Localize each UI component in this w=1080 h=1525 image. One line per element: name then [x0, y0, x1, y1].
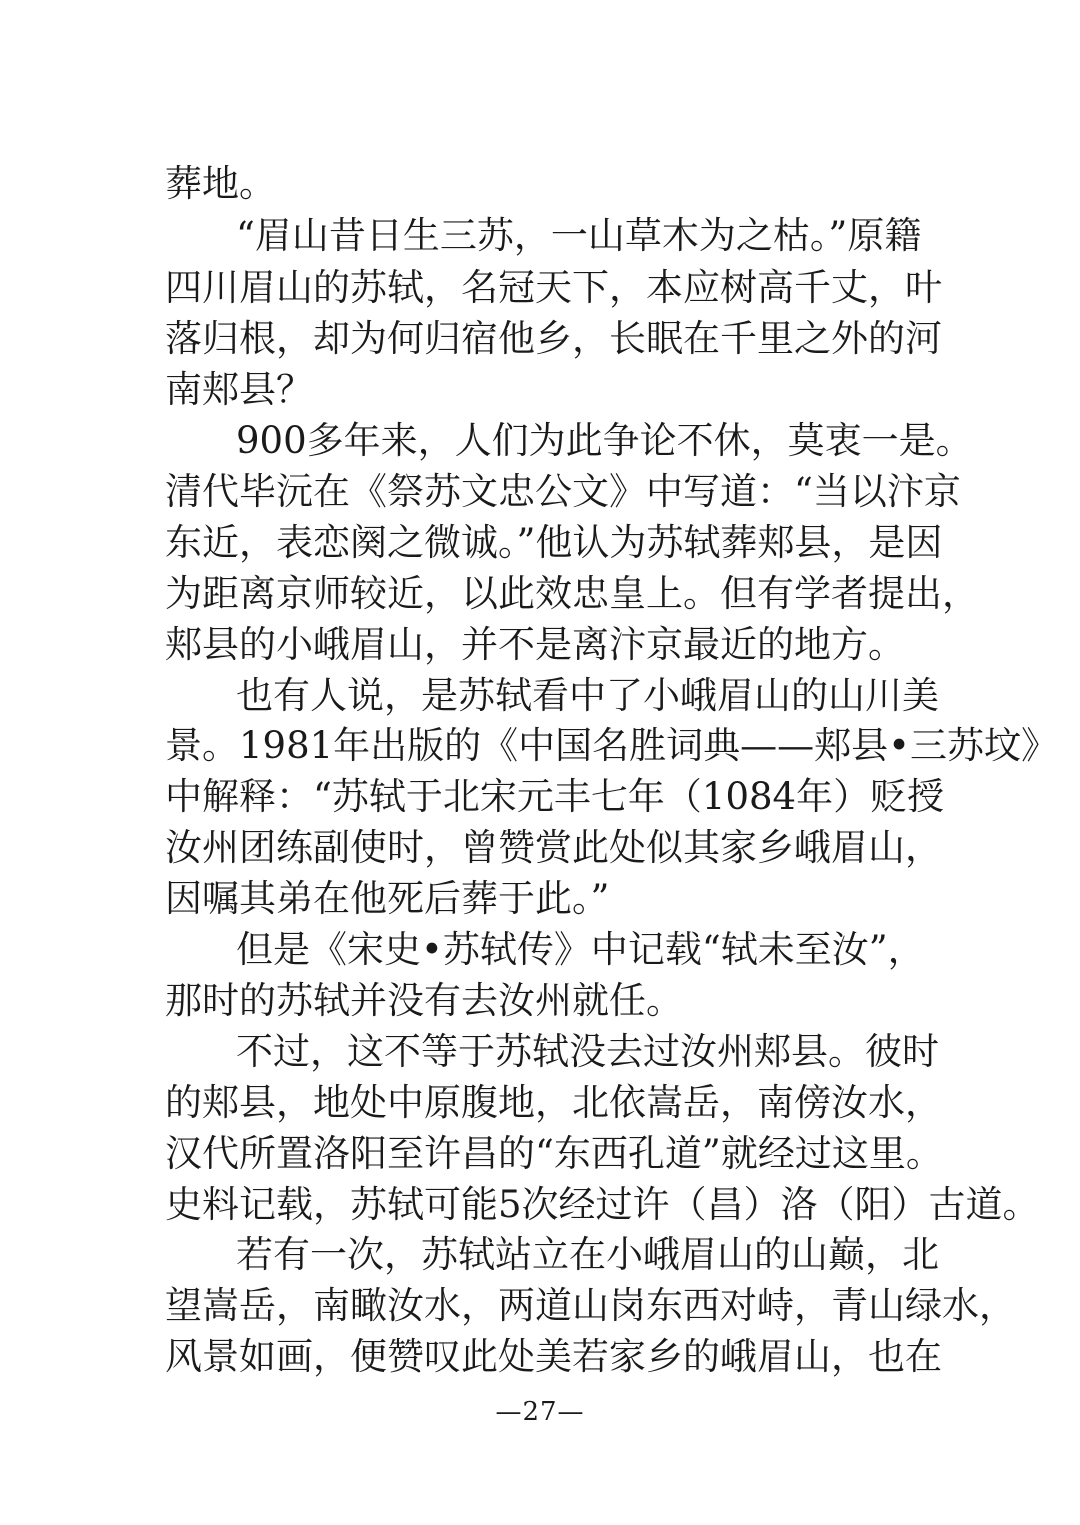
text-line: 因嘱其弟在他死后葬于此。” [165, 877, 610, 920]
text-line: 但是《宋史•苏轼传》中记载“轼未至汝”， [236, 928, 925, 971]
text-line: 落归根，却为何归宿他乡，长眠在千里之外的河 [165, 317, 942, 360]
text-line: 不过，这不等于苏轼没去过汝州郏县。彼时 [236, 1030, 939, 1073]
text-line: 风景如画，便赞叹此处美若家乡的峨眉山，也在 [165, 1335, 942, 1378]
text-line: 汝州团练副使时，曾赞赏此处似其家乡峨眉山， [165, 826, 942, 869]
text-line: 的郏县，地处中原腹地，北依嵩岳，南傍汝水， [165, 1081, 942, 1124]
text-line: 望嵩岳，南瞰汝水，两道山岗东西对峙，青山绿水， [165, 1284, 1016, 1327]
text-line: 东近，表恋阕之微诚。”他认为苏轼葬郏县，是因 [165, 521, 943, 564]
text-line: 若有一次，苏轼站立在小峨眉山的山巅，北 [236, 1233, 939, 1276]
text-line: 四川眉山的苏轼，名冠天下，本应树高千丈，叶 [165, 266, 942, 309]
text-line: 南郏县？ [165, 368, 313, 411]
text-line: 为距离京师较近，以此效忠皇上。但有学者提出， [165, 572, 979, 615]
page-number: —27— [495, 1397, 585, 1427]
text-line: 中解释：“苏轼于北宋元丰七年（1084年）贬授 [165, 775, 945, 818]
text-line: 汉代所置洛阳至许昌的“东西孔道”就经过这里。 [165, 1132, 943, 1175]
text-line: 葬地。 [165, 162, 276, 205]
text-line: 那时的苏轼并没有去汝州就任。 [165, 979, 683, 1022]
text-line: 郏县的小峨眉山，并不是离汴京最近的地方。 [165, 623, 905, 666]
text-line: 景。1981年出版的《中国名胜词典——郏县•三苏坟》 [165, 724, 1058, 767]
text-line: 也有人说，是苏轼看中了小峨眉山的山川美 [236, 674, 939, 717]
text-line: 史料记载，苏轼可能5次经过许（昌）洛（阳）古道。 [165, 1183, 1040, 1226]
text-line: 清代毕沅在《祭苏文忠公文》中写道：“当以汴京 [165, 470, 961, 513]
text-line: 900多年来，人们为此争论不休，莫衷一是。 [236, 419, 973, 462]
text-line: “眉山昔日生三苏，一山草木为之枯。”原籍 [236, 214, 922, 257]
